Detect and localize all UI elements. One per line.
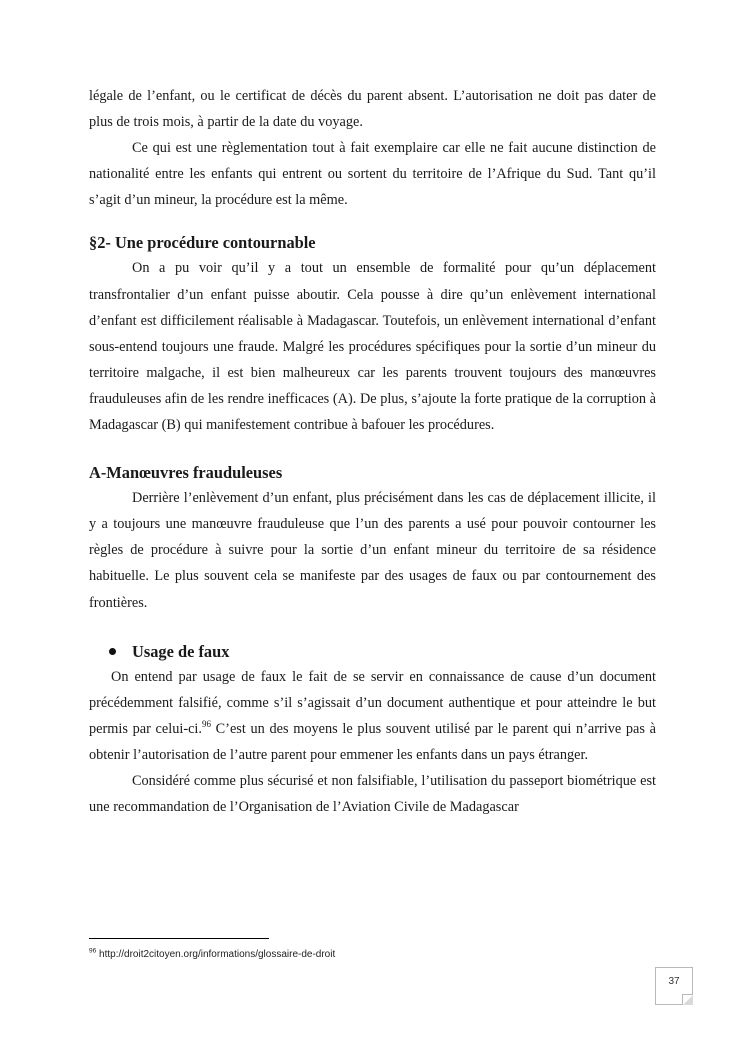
footnote-link[interactable]: http://droit2citoyen.org/informations/glossaire-de-droit [96, 949, 336, 960]
footnote-separator [89, 938, 269, 939]
page-number: 37 [668, 976, 680, 987]
paragraph: légale de l’enfant, ou le certificat de décès du parent absent. L’autorisation ne doit pas dater de plus de trois mois, à partir de la date du voyage. [89, 88, 656, 131]
page-fold-icon [682, 994, 693, 1005]
footnote [89, 949, 335, 960]
footnote-number: 96 [89, 947, 97, 955]
page-number-box [655, 967, 693, 1005]
paragraph: Considéré comme plus sécurisé et non falsifiable, l’utilisation du passeport biométrique est une recommandation de l’Organisation de l’Aviation Civile de Madagascar [89, 772, 656, 816]
document-body [89, 83, 656, 820]
bullet-heading-text: Usage de faux [132, 641, 230, 661]
paragraph-text: On entend par usage de faux le fait de se servir en connaissance de cause d’un document précédemment falsifié, comme s’il s’agissait d’un document authentique et pour atteindre le but permis par celui-ci. [89, 668, 656, 737]
bullet-heading [109, 640, 656, 664]
paragraph-text: C’est un des moyens le plus souvent utilisé par le parent qui n’arrive pas à obtenir l’autorisation de l’autre parent pour emmener les enfants dans un pays étranger. [89, 720, 656, 763]
paragraph: Ce qui est une règlementation tout à fait exemplaire car elle ne fait aucune distinction de nationalité entre les enfants qui entrent ou sortent du territoire de l’Afrique du Sud. Tant qu’il s’agit d’un mineur, la procédure est la même. [89, 140, 656, 209]
paragraph: Derrière l’enlèvement d’un enfant, plus précisément dans les cas de déplacement illicite, il y a toujours une manœuvre frauduleuse que l’un des parents a usé pour pouvoir contourner les règles de procédure à suivre pour la sortie d’un enfant mineur du territoire de sa résidence habituelle. Le plus souvent cela se manifeste par des usages de faux ou par contournement des frontières. [89, 490, 656, 611]
paragraph: On a pu voir qu’il y a tout un ensemble de formalité pour qu’un déplacement transfrontalier d’un enfant puisse aboutir. Cela pousse à dire qu’un enlèvement international d’enfant est difficilement réalisable à Madagascar. Toutefois, un enlèvement international d’enfant sous-entend toujours une fraude. Malgré les procédures spécifiques pour la sortie d’un mineur du territoire malgache, il est bien malheureux car les parents trouvent toujours des manœuvres frauduleuses afin de les rendre inefficaces (A). De plus, s’ajoute la forte pratique de la corruption à Madagascar (B) qui manifestement contribue à bafouer les procédures. [89, 260, 656, 434]
section-heading: §2- Une procédure contournable [89, 233, 316, 253]
bullet-icon [109, 648, 116, 655]
footnote-reference[interactable]: 96 [201, 719, 211, 730]
paragraph [89, 664, 656, 768]
subsection-heading: A-Manœuvres frauduleuses [89, 463, 283, 483]
